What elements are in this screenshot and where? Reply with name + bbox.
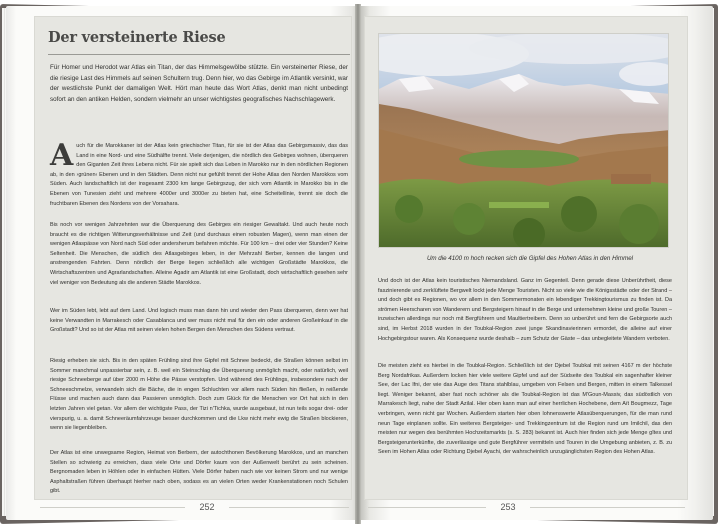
body-paragraph: Riesig erheben sie sich. Bis in den späten Frühling sind ihre Gipfel mit Schnee bedeckt, die Straßen können selbst im Sommer manchmal unpassierbar sein, z. B. weil ein Steinschlag die Überquerung unmöglich macht, oder natürlich, weil riesige Schneeberge auf über 2000 m Höhe die Pässe verstopfen. Und während des Frühlings, insbesondere nach der Schneeschmelze, verwandeln sich die Bäche, die in engen Schluchten vor allem nach Süden hin fließen, in reißende Flüsse und machen auch dann das Passieren unmöglich. Doch zum Glück für die Menschen vor Ort hat sich in den letzten Jahren viel getan. Vor allem der wichtigste Pass, der Tizi n'Tichka, wurde ausgebaut, ist nun teils sogar drei- oder vierspurig, u. a. damit Schneeräumfahrzeuge besser durchkommen und die Lkw nicht mehr ewig die Straßen blockieren, wenn sie liegenbleiben.: [50, 358, 348, 432]
body-paragraph: Der Atlas ist eine unwegsame Region, Heimat von Berbern, der autochthonen Bevölkerung Marokkos, und an manchen Stellen so schwierig zu erreichen, dass viele Orte und Dörfer kaum von der Außenwelt berührt zu sein scheinen. Bergnomaden leben in Höhlen oder in einfachen Hütten. Viele Dörfer haben nach wie vor keinen Strom und nur wenige Asphaltstraßen führen überhaupt hierher nach oben, sodass es an vielen Orten weder Krankenstationen noch Schulen gibt.: [50, 450, 348, 495]
intro-paragraph: Für Homer und Herodot war Atlas ein Titan, der das Himmelsgewölbe stützte. Ein versteinerter Riese, der die riesige Last des Himmels auf seinen Schultern trug. Denn hier, wo das Gebirge im Atlantik versinkt, war der westlichste Punkt der damaligen Welt. Hört man heute das Wort Atlas, denkt man nicht unbedingt sofort an den antiken Helden, sondern vielmehr an unser wichtigstes geografisches Nachschlagewerk.: [50, 64, 348, 103]
drop-cap: A: [50, 138, 74, 173]
footer-rule: [40, 507, 185, 508]
body-paragraph: Und doch ist der Atlas kein touristisches Niemandsland. Ganz im Gegenteil. Denn gerade diese Unberührtheit, diese faszinierende und zerklüftete Bergwelt lockt jede Menge Touristen. Nicht so viele wie die Königsstädte oder der Strand – und doch gibt es Regionen, wo vor allem in den Sommermonaten ein lebendiger Trekkingtourismus zu finden ist. Da strömen Heerscharen von Wanderern und Bergsteigern hinauf in die Berge und unternehmen kleine und große Touren – inzwischen allerdings nur noch mit Bergführern und Maultiertreibern. Denn so unberührt und fern die Gebirgsorte auch sind, im Herbst 2018 wurden in der Toubkal-Region zwei junge Skandinavierinnen ermordet, die alleine auf einer Hochgebirgstour waren. Als Konsequenz wurde deshalb – zum Schutz der Gäste – das unbegleitete Wandern verboten.: [378, 278, 672, 342]
book-gutter: [355, 4, 361, 524]
chapter-heading: Der versteinerte Riese: [48, 29, 226, 46]
photo-caption: Um die 4100 m hoch recken sich die Gipfel des Hohen Atlas in den Himmel: [426, 255, 634, 262]
body-paragraph: Wer im Süden lebt, lebt auf dem Land. Und logisch muss man dann hin und wieder den Pass überqueren, denn wer hat keine Verwandten in Marrakesch oder Casablanca und wer muss nicht mal für den ein oder anderen Großeinkauf in die Großstadt? Und so ist der Atlas mit seinen vielen hohen Bergen den Menschen des Südens vertraut.: [50, 308, 348, 334]
body-paragraph: Bis noch vor wenigen Jahrzehnten war die Überquerung des Gebirges ein riesiger Gewaltakt. Und auch heute noch braucht es die richtigen Witterungsverhältnisse und Zeit (und durchaus einen robusten Magen), wenn man einen der wenigen Atlaspässe von Nord nach Süd oder andersherum befahren möchte. Für 100 km – drei oder vier Stunden? Keine Seltenheit. Die Menschen, die südlich des Atlasgebirges leben, in der Mehrzahl Berber, kennen die langen und anstrengenden Fahrten. Denn nördlich der Berge liegen schließlich alle wichtigen Großstädte Marokkos, die Wirtschaftszentren und Agrarlandschaften. Alleine Agadir am Atlantik ist eine Großstadt, doch wirtschaftlich gesehen sehr viel weniger von Bedeutung als die anderen Städte Marokkos.: [50, 222, 348, 286]
landscape-image: [379, 34, 669, 248]
heading-rule: [48, 54, 350, 55]
footer-rule: [229, 507, 349, 508]
page-number-left: 252: [187, 500, 227, 516]
body-paragraph: Die meisten zieht es hierbei in die Toubkal-Region. Schließlich ist der Djebel Toubkal mit seinen 4167 m der höchste Berg Nordafrikas. Außerdem locken hier viele weitere Gipfel und auf der Südseite des Toubkal ein sagenhafter kleiner See, der Lac Ifni, der wie das Auge des Titans stahlblau, umgeben von Felsen und Bergen, mitten in einem Talkessel liegt. Weniger bekannt, aber fast noch schöner als die Toubkal-Region ist das M'Goun-Massiv, das südöstlich von Marrakesch liegt, nahe der Stadt Azilal. Hier oben kann man auf einer herrlichen Hochebene, dem Aït Bougmezz, Tage verbringen, wenn nicht gar Wochen. Außerdem starten hier oben lohnenswerte Atlasüberquerungen, für die man rund neun Tage einplanen sollte. Ein weiteres Bergsteiger- und Trekkingzentrum ist die Region rund um Imilchil, das den meisten nur wegen des berühmten Hochzeitsmarkts (s. S. 283) bekannt ist. Auch hier finden sich jede Menge gîtes und Bergsteigerunterkünfte, die zuverlässige und gute Bergführer vermitteln und Touren in die Umgebung anbieten, z. B. zu Seen im Hohen Atlas oder Richtung Djebel Ayachi, der wahrscheinlich unzugänglichsten Region des Hohen Atlas.: [378, 363, 672, 456]
body-paragraph: Auch für die Marokkaner ist der Atlas kein griechischer Titan, für sie ist der Atlas das Gebirgsmassiv, das das Land in eine Nord- und eine Südhälfte trennt. Viele derjenigen, die nördlich des Gebirges wohnen, überqueren den Giganten Zeit ihres Lebens nicht. Für sie spielt sich das Leben in Marokko nur in den nördlichen Regionen ab, in den ›grünen‹ Ebenen und in den Städten. Denn nicht nur gefühlt trennt der Hohe Atlas den Norden Marokkos vom Süden. Auch landschaftlich ist der insgesamt 2300 km lange Gebirgszug, der sich vom Atlantik in Marokko bis in die Ebenen von Tunesien zieht und mehrere 4000er und 3000er zu bieten hat, eine Scheitellinie, trennt sie doch die fruchtbaren Ebenen des Nordens von der Vorsahara.: [50, 138, 348, 207]
footer-rule: [530, 507, 685, 508]
page-number-right: 253: [488, 500, 528, 516]
atlas-mountains-photo: [378, 33, 669, 248]
footer-rule: [368, 507, 486, 508]
